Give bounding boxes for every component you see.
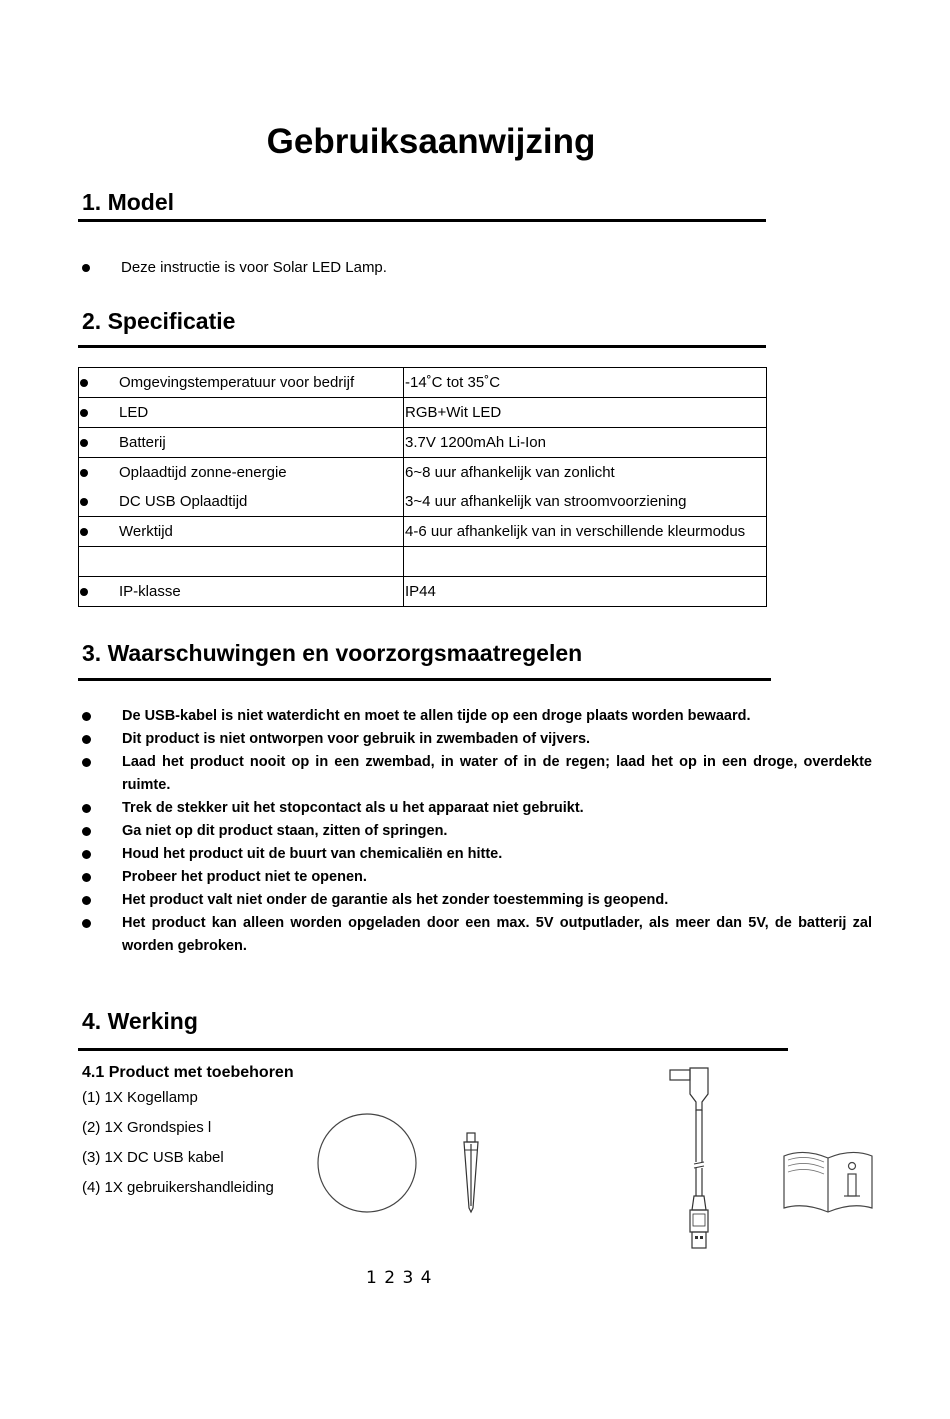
section-operation-heading: 4. Werking — [82, 1008, 198, 1034]
spec-label: Batterij — [119, 434, 166, 451]
spec-label: LED — [119, 404, 149, 421]
warning-text: Houd het product uit de buurt van chemicaliën en hitte. — [122, 846, 503, 862]
spec-value: 6~8 uur afhankelijk van zonlicht — [405, 464, 615, 481]
warning-text: De USB-kabel is niet waterdicht en moet te allen tijde op een droge plaats worden bewaard. — [122, 708, 751, 724]
bullet-icon — [80, 409, 88, 417]
spec-value: 3~4 uur afhankelijk van stroomvoorziening — [405, 493, 687, 510]
warning-text: Ga niet op dit product staan, zitten of springen. — [122, 823, 448, 839]
warning-text: Trek de stekker uit het stopcontact als u het apparaat niet gebruikt. — [122, 800, 584, 816]
spec-value: -14˚C tot 35˚C — [405, 374, 501, 391]
bullet-icon — [82, 264, 90, 272]
list-item — [82, 912, 872, 958]
spec-label: IP-klasse — [119, 583, 181, 600]
bullet-icon — [80, 588, 88, 596]
section-warnings-heading: 3. Waarschuwingen en voorzorgsmaatregelen — [82, 640, 583, 666]
bullet-icon — [82, 919, 91, 928]
bullet-icon — [82, 758, 91, 767]
table-row — [79, 398, 767, 428]
list-item — [82, 820, 872, 843]
spec-label: Werktijd — [119, 523, 173, 540]
bullet-icon — [80, 439, 88, 447]
warning-text: Laad het product nooit op in een zwembad, in water of in de regen; laad het op in een droge, overdekte ruimte. — [122, 754, 872, 793]
bullet-icon — [80, 528, 88, 536]
warning-text: Probeer het product niet te openen. — [122, 869, 367, 885]
bullet-icon — [82, 827, 91, 836]
bullet-icon — [80, 498, 88, 506]
list-item — [82, 797, 872, 820]
list-item — [82, 705, 872, 728]
warning-text: Het product valt niet onder de garantie als het zonder toestemming is geopend. — [122, 892, 669, 908]
bullet-icon — [82, 735, 91, 744]
table-row — [79, 428, 767, 458]
list-item: (3) 1X DC USB kabel — [82, 1149, 224, 1166]
accessory-list — [82, 1088, 274, 1208]
section-divider — [78, 678, 771, 681]
bullet-icon — [82, 850, 91, 859]
table-row — [79, 547, 767, 577]
section-spec-heading: 2. Specificatie — [82, 308, 236, 334]
bullet-icon — [82, 873, 91, 882]
subsection-heading: 4.1 Product met toebehoren — [82, 1064, 294, 1081]
spec-value: IP44 — [405, 583, 436, 600]
bullet-icon — [82, 712, 91, 721]
spec-label: Oplaadtijd zonne-energie — [119, 464, 287, 481]
dc-usb-cable-icon — [664, 1064, 724, 1254]
ball-lamp-icon — [316, 1112, 420, 1216]
bullet-icon — [80, 379, 88, 387]
list-item: (4) 1X gebruikershandleiding — [82, 1179, 274, 1196]
bullet-icon — [82, 804, 91, 813]
list-item: (2) 1X Grondspies l — [82, 1119, 212, 1136]
ground-spike-icon — [460, 1130, 482, 1214]
spec-label: DC USB Oplaadtijd — [119, 493, 248, 510]
section-model-heading: 1. Model — [82, 189, 175, 215]
section-divider — [78, 345, 766, 348]
list-item — [82, 843, 872, 866]
table-row — [79, 368, 767, 398]
table-row — [79, 577, 767, 607]
section-divider — [78, 1048, 788, 1051]
bullet-icon — [82, 896, 91, 905]
section-divider — [78, 219, 766, 222]
spec-label: Omgevingstemperatuur voor bedrijf — [119, 374, 355, 391]
list-item — [82, 866, 872, 889]
list-item — [82, 728, 872, 751]
figure-labels: 1 2 3 4 — [366, 1268, 433, 1288]
list-item — [82, 889, 872, 912]
page-title: Gebruiksaanwijzing — [266, 122, 596, 161]
table-row — [79, 458, 767, 517]
model-text: Deze instructie is voor Solar LED Lamp. — [121, 259, 387, 276]
spec-value: RGB+Wit LED — [405, 404, 502, 421]
manual-book-icon — [780, 1146, 876, 1216]
spec-value: 4-6 uur afhankelijk van in verschillende kleurmodus — [405, 523, 746, 540]
spec-table — [78, 367, 767, 607]
list-item — [82, 751, 872, 797]
warning-text: Het product kan alleen worden opgeladen door een max. 5V outputlader, als meer dan 5V, de batterij zal worden gebroken. — [122, 915, 872, 954]
table-row — [79, 517, 767, 547]
list-item: (1) 1X Kogellamp — [82, 1089, 198, 1106]
bullet-icon — [80, 469, 88, 477]
warnings-list — [82, 705, 872, 958]
spec-value: 3.7V 1200mAh Li-Ion — [405, 434, 546, 451]
warning-text: Dit product is niet ontworpen voor gebruik in zwembaden of vijvers. — [122, 731, 591, 747]
